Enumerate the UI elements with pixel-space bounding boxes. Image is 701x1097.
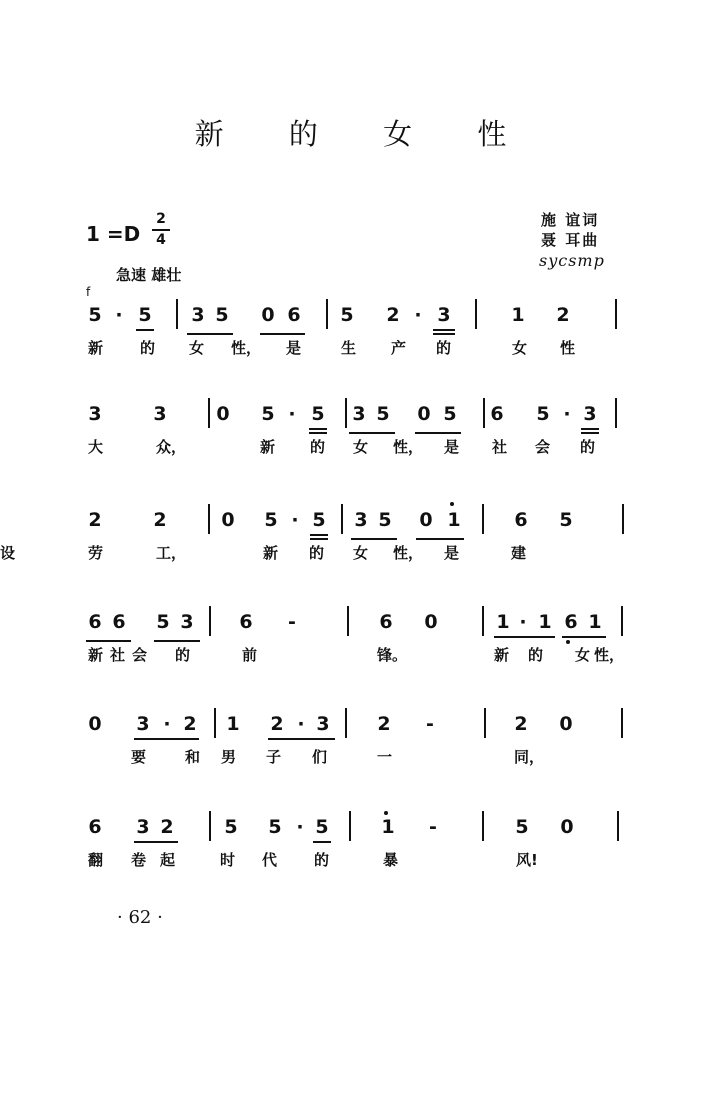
lyric: 大 <box>88 438 104 456</box>
lyricist-credit: 施 谊词 <box>541 211 600 229</box>
tempo-marking: 急速 雄壮 <box>116 266 182 284</box>
duration-underline <box>268 738 335 740</box>
augmentation-dot: · <box>296 816 304 838</box>
lyric: 和 <box>185 748 201 766</box>
duration-underline <box>416 538 464 540</box>
note: 3 <box>180 611 194 633</box>
lyric: 是 <box>444 544 460 562</box>
lyric: 女 <box>353 438 369 456</box>
augmentation-dot: · <box>297 713 305 735</box>
note: 5 <box>215 304 229 326</box>
lyric: 新 <box>260 438 276 456</box>
lyric: 性， <box>393 438 424 456</box>
barline <box>341 504 343 534</box>
barline <box>475 299 477 329</box>
lyric: 锋。 <box>377 646 408 664</box>
augmentation-dot: · <box>519 611 527 633</box>
duration-underline <box>86 640 131 642</box>
barline <box>622 504 624 534</box>
lyric: 起 <box>160 851 176 869</box>
note: 6 <box>88 816 102 838</box>
tie-dash: - <box>429 816 437 838</box>
note: 3 <box>88 403 102 425</box>
augmentation-dot: · <box>291 509 299 531</box>
note: 6 <box>490 403 504 425</box>
lyric: 性， <box>594 646 625 664</box>
tie-dash: - <box>288 611 296 633</box>
lyric: 风! <box>516 851 538 869</box>
lyric: 时 <box>220 851 236 869</box>
note: 6 <box>239 611 253 633</box>
note: 3 <box>352 403 366 425</box>
note: 2 <box>556 304 570 326</box>
note: 5 <box>340 304 354 326</box>
note: 2 <box>514 713 528 735</box>
note: 2 <box>270 713 284 735</box>
lyric: 的 <box>175 646 191 664</box>
lyric: 同， <box>514 748 545 766</box>
lyric: 的 <box>580 438 596 456</box>
lyric: 工， <box>156 544 187 562</box>
duration-underline <box>310 538 328 540</box>
song-title: 新 的 女 性 <box>194 117 535 151</box>
lyric: 的 <box>140 339 156 357</box>
library-stamp: sycsmp <box>539 251 605 270</box>
lyric: 的 <box>436 339 452 357</box>
barline <box>615 299 617 329</box>
note: 1 <box>381 816 395 838</box>
lyric: 劳 <box>88 544 104 562</box>
time-signature <box>152 211 170 249</box>
duration-underline <box>309 432 327 434</box>
barline <box>482 811 484 841</box>
note: 0 <box>419 509 433 531</box>
credits <box>541 210 599 250</box>
note: 5 <box>311 403 325 425</box>
lyric: 新 <box>88 339 104 357</box>
barline <box>209 811 211 841</box>
lyric: 产 <box>391 339 407 357</box>
note: 3 <box>437 304 451 326</box>
lyric: 们 <box>312 748 328 766</box>
note: 0 <box>417 403 431 425</box>
octave-dot <box>566 640 570 644</box>
note: 5 <box>443 403 457 425</box>
augmentation-dot: · <box>115 304 123 326</box>
note: 2 <box>377 713 391 735</box>
lyric: 新 <box>88 646 104 664</box>
key-signature: 1 =D <box>86 222 141 246</box>
note: 0 <box>559 713 573 735</box>
octave-dot <box>450 502 454 506</box>
barline <box>176 299 178 329</box>
lyric: 性， <box>393 544 424 562</box>
note: 0 <box>261 304 275 326</box>
duration-underline <box>134 738 199 740</box>
meter-denominator: 4 <box>156 231 166 248</box>
augmentation-dot: · <box>414 304 422 326</box>
note: 6 <box>379 611 393 633</box>
note: 3 <box>153 403 167 425</box>
note: 5 <box>264 509 278 531</box>
note: 3 <box>316 713 330 735</box>
note: 5 <box>261 403 275 425</box>
note: 6 <box>112 611 126 633</box>
duration-underline <box>154 640 200 642</box>
duration-underline <box>494 636 555 638</box>
barline <box>214 708 216 738</box>
duration-underline <box>136 329 154 331</box>
duration-underline <box>562 636 606 638</box>
lyric: 代 <box>262 851 278 869</box>
barline <box>349 811 351 841</box>
lyric: 的 <box>528 646 544 664</box>
note: 1 <box>511 304 525 326</box>
barline <box>617 811 619 841</box>
lyric: 卷 <box>131 851 147 869</box>
duration-underline <box>351 538 397 540</box>
barline <box>483 398 485 428</box>
barline <box>208 398 210 428</box>
duration-underline <box>415 432 461 434</box>
lyric: 的 <box>310 438 326 456</box>
augmentation-dot: · <box>288 403 296 425</box>
barline <box>482 504 484 534</box>
note: 6 <box>564 611 578 633</box>
note: 5 <box>268 816 282 838</box>
duration-underline <box>309 428 327 430</box>
note: 6 <box>514 509 528 531</box>
barline <box>326 299 328 329</box>
note: 3 <box>191 304 205 326</box>
lyric: 一 <box>377 748 393 766</box>
barline <box>347 606 349 636</box>
lyric: 女 <box>353 544 369 562</box>
note: 1 <box>538 611 552 633</box>
note: 0 <box>560 816 574 838</box>
duration-underline <box>134 841 178 843</box>
tie-dash: - <box>426 713 434 735</box>
lyric: 男 <box>221 748 237 766</box>
lyric: 性， <box>231 339 262 357</box>
duration-underline <box>581 432 599 434</box>
lyric: 前 <box>242 646 258 664</box>
octave-dot <box>384 811 388 815</box>
note: 2 <box>160 816 174 838</box>
barline <box>482 606 484 636</box>
note: 2 <box>183 713 197 735</box>
note: 5 <box>88 304 102 326</box>
note: 3 <box>354 509 368 531</box>
note: 3 <box>136 816 150 838</box>
lyric: 的 <box>309 544 325 562</box>
barline <box>615 398 617 428</box>
lyric: 建 <box>511 544 527 562</box>
note: 5 <box>156 611 170 633</box>
note: 1 <box>496 611 510 633</box>
note: 5 <box>312 509 326 531</box>
lyric: 是 <box>286 339 302 357</box>
augmentation-dot: · <box>163 713 171 735</box>
note: 5 <box>515 816 529 838</box>
barline <box>621 708 623 738</box>
note: 1 <box>588 611 602 633</box>
note: 5 <box>559 509 573 531</box>
lyric: 子 <box>266 748 282 766</box>
lyric: 设 <box>0 544 16 562</box>
barline <box>345 708 347 738</box>
lyric: 翻 <box>88 851 104 869</box>
note: 5 <box>378 509 392 531</box>
composer-credit: 聂 耳曲 <box>541 231 600 249</box>
lyric: 会 <box>132 646 148 664</box>
duration-underline <box>433 333 455 335</box>
note: 3 <box>136 713 150 735</box>
duration-underline <box>313 841 331 843</box>
duration-underline <box>187 333 233 335</box>
duration-underline <box>581 428 599 430</box>
note: 2 <box>88 509 102 531</box>
note: 5 <box>138 304 152 326</box>
page-number: · 62 · <box>117 907 163 928</box>
note: 1 <box>447 509 461 531</box>
lyric: 女 <box>512 339 528 357</box>
note: 6 <box>88 611 102 633</box>
lyric: 暴 <box>383 851 399 869</box>
meter-bar <box>152 229 170 231</box>
note: 1 <box>226 713 240 735</box>
note: 5 <box>536 403 550 425</box>
duration-underline <box>433 329 455 331</box>
note: 2 <box>386 304 400 326</box>
note: 3 <box>583 403 597 425</box>
lyric: 要 <box>131 748 147 766</box>
note: 2 <box>153 509 167 531</box>
lyric: 性 <box>560 339 576 357</box>
augmentation-dot: · <box>563 403 571 425</box>
barline <box>208 504 210 534</box>
duration-underline <box>260 333 305 335</box>
note: 0 <box>216 403 230 425</box>
barline <box>345 398 347 428</box>
duration-underline <box>310 534 328 536</box>
note: 0 <box>221 509 235 531</box>
lyric: 新 <box>494 646 510 664</box>
lyric: 社 <box>492 438 508 456</box>
meter-numerator: 2 <box>156 211 166 227</box>
duration-underline <box>349 432 395 434</box>
note: 0 <box>88 713 102 735</box>
lyric: 生 <box>341 339 357 357</box>
barline <box>209 606 211 636</box>
note: 0 <box>424 611 438 633</box>
dynamic-marking: f <box>86 285 91 299</box>
note: 6 <box>287 304 301 326</box>
note: 5 <box>224 816 238 838</box>
lyric: 是 <box>444 438 460 456</box>
lyric: 会 <box>535 438 551 456</box>
lyric: 女 <box>575 646 591 664</box>
lyric: 众， <box>156 438 187 456</box>
lyric: 新 <box>263 544 279 562</box>
lyric: 的 <box>314 851 330 869</box>
lyric: 社 <box>110 646 126 664</box>
note: 5 <box>315 816 329 838</box>
barline <box>621 606 623 636</box>
barline <box>484 708 486 738</box>
note: 5 <box>376 403 390 425</box>
lyric: 女 <box>189 339 205 357</box>
